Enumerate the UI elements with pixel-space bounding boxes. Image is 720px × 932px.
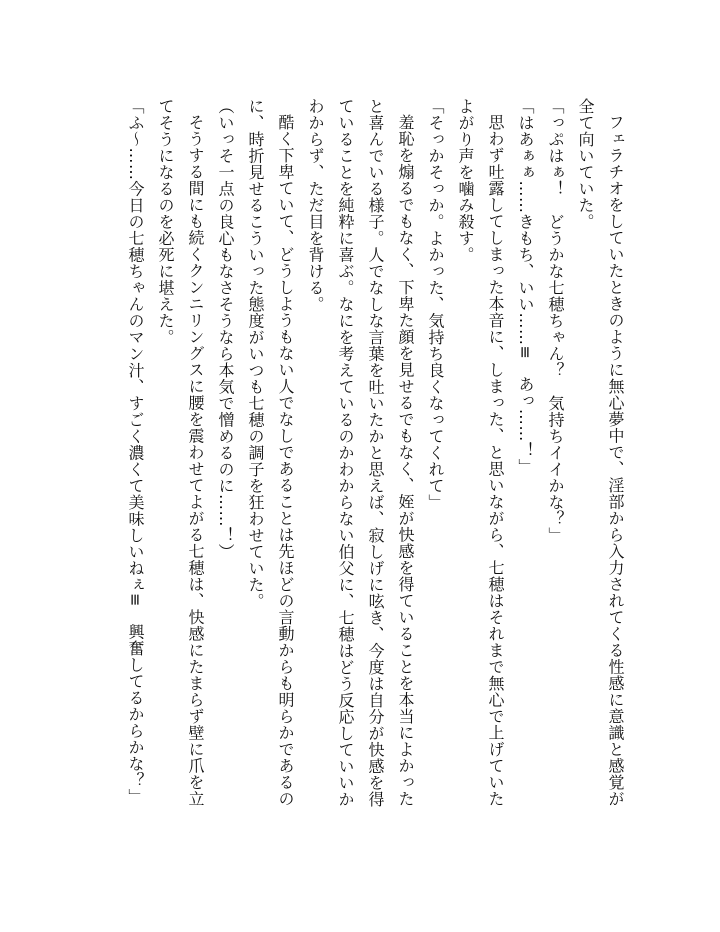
text-line: と喜んでいる様子。人でなしな言葉を吐いたかと思えば、寂しげに呟き、今度は自分が快感を得 bbox=[366, 98, 385, 808]
text-line: （いっそ一点の良心もなさそうなら本気で憎めるのに……！） bbox=[216, 98, 235, 560]
text-line: 「はあぁぁ……きもち、いい……≡ あっ……！」 bbox=[516, 98, 535, 475]
text-line: 思わず吐露してしまった本音に、しまった、と思いながら、七穂はそれまで無心で上げていた bbox=[486, 114, 505, 807]
text-line: てそうになるのを必死に堪えた。 bbox=[156, 98, 175, 346]
text-line: 「っぷはぁ！ どうかな七穂ちゃん？ 気持ちイイかな？」 bbox=[546, 98, 565, 544]
text-line: ていることを純粋に喜ぶ。なにを考えているのかわからない伯父に、七穂はどう反応していいか bbox=[336, 98, 355, 808]
text-line: 全て向いていた。 bbox=[576, 98, 595, 230]
text-line: そうする間にも続くクンニリングスに腰を震わせてよがる七穂は、快感にたまらず壁に爪を立 bbox=[186, 114, 205, 807]
text-line: わからず、ただ目を背ける。 bbox=[306, 98, 325, 313]
text-line: 羞恥を煽るでもなく、下卑た顔を見せるでもなく、姪が快感を得ていることを本当によかった bbox=[396, 114, 415, 807]
body-text bbox=[120, 98, 630, 838]
text-line: フェラチオをしていたときのように無心夢中で、淫部から入力されてくる性感に意識と感覚が bbox=[606, 114, 625, 807]
text-line: 「ふ〜……今日の七穂ちゃんのマン汁、すごく濃くて美味しいねぇ≡ 興奮してるからかな？」 bbox=[126, 98, 145, 805]
text-line: に、時折見せるこういった態度がいつも七穂の調子を狂わせていた。 bbox=[246, 98, 265, 610]
text-line: 「そっかそっか。よかった、気持ち良くなってくれて」 bbox=[426, 98, 445, 511]
text-line: 酷く下卑ていて、どうしようもない人でなしであることは先ほどの言動からも明らかであるの bbox=[276, 114, 295, 807]
text-line: よがり声を噛み殺す。 bbox=[456, 98, 475, 263]
